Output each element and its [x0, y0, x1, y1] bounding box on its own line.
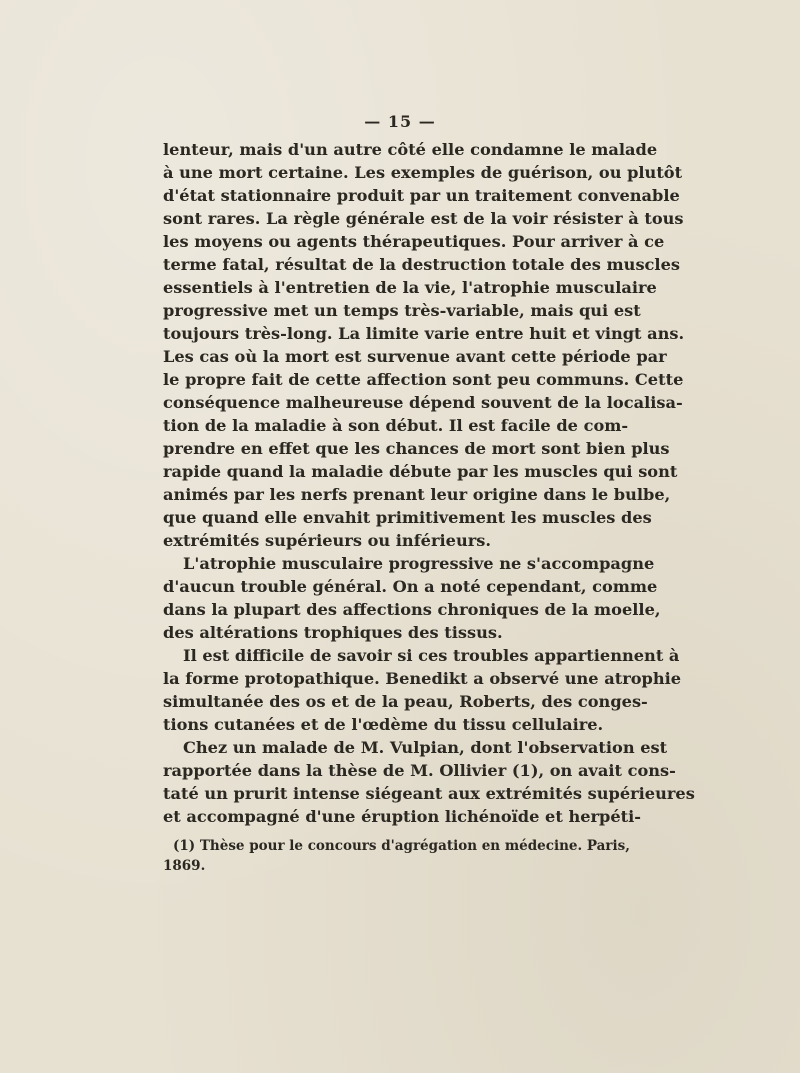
- text-line: terme fatal, résultat de la destruction totale des muscles: [163, 255, 680, 274]
- text-line: simultanée des os et de la peau, Roberts, des conges-: [163, 692, 648, 711]
- text-line: conséquence malheureuse dépend souvent de la localisa-: [163, 393, 683, 412]
- footnote-line: (1) Thèse pour le concours d'agrégation en médecine. Paris,: [173, 838, 630, 854]
- text-line: extrémités supérieurs ou inférieurs.: [163, 531, 491, 550]
- text-line: que quand elle envahit primitivement les muscles des: [163, 508, 652, 527]
- text-line: des altérations trophiques des tissus.: [163, 623, 503, 642]
- text-line: prendre en effet que les chances de mort sont bien plus: [163, 439, 670, 458]
- text-line: dans la plupart des affections chroniques de la moelle,: [163, 600, 661, 619]
- text-line: essentiels à l'entretien de la vie, l'atrophie musculaire: [163, 278, 657, 297]
- text-line: taté un prurit intense siégeant aux extrémités supérieures: [163, 784, 695, 803]
- text-line: et accompagné d'une éruption lichénoïde et herpéti-: [163, 807, 642, 826]
- text-line: progressive met un temps très-variable, mais qui est: [163, 301, 641, 320]
- text-line: tions cutanées et de l'œdème du tissu cellulaire.: [163, 715, 604, 734]
- text-line: lenteur, mais d'un autre côté elle condamne le malade: [163, 140, 658, 159]
- text-line: Il est difficile de savoir si ces troubles appartiennent à: [183, 646, 680, 665]
- text-line: toujours très-long. La limite varie entre huit et vingt ans.: [163, 324, 685, 343]
- text-line: L'atrophie musculaire progressive ne s'accompagne: [183, 554, 655, 573]
- body-text: [163, 138, 695, 828]
- text-line: rapportée dans la thèse de M. Ollivier (1), on avait cons-: [163, 761, 676, 780]
- text-line: les moyens ou agents thérapeutiques. Pour arriver à ce: [163, 232, 665, 251]
- text-line: animés par les nerfs prenant leur origine dans le bulbe,: [163, 485, 671, 504]
- text-line: d'aucun trouble général. On a noté cependant, comme: [163, 577, 658, 596]
- footnote-line: 1869.: [163, 858, 206, 874]
- page-number: — 15 —: [364, 112, 436, 131]
- text-line: Chez un malade de M. Vulpian, dont l'observation est: [183, 738, 668, 757]
- text-line: tion de la maladie à son début. Il est facile de com-: [163, 416, 629, 435]
- text-line: à une mort certaine. Les exemples de guérison, ou plutôt: [163, 163, 683, 182]
- text-line: la forme protopathique. Benedikt a observé une atrophie: [163, 669, 682, 688]
- text-line: d'état stationnaire produit par un traitement convenable: [163, 186, 680, 205]
- text-line: sont rares. La règle générale est de la voir résister à tous: [163, 209, 684, 228]
- text-line: Les cas où la mort est survenue avant cette période par: [163, 347, 667, 366]
- text-line: rapide quand la maladie débute par les muscles qui sont: [163, 462, 678, 481]
- footnote: [163, 836, 630, 876]
- text-line: le propre fait de cette affection sont peu communs. Cette: [163, 370, 684, 389]
